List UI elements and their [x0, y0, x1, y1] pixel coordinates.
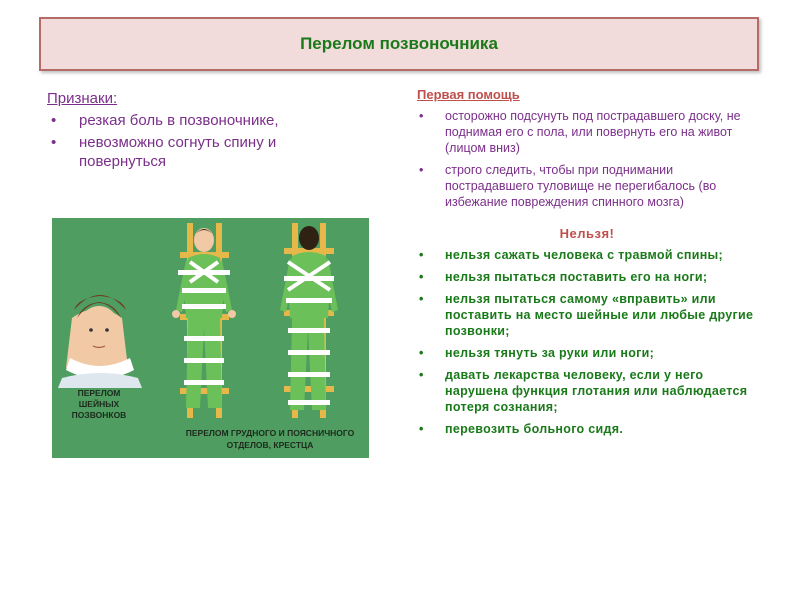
- signs-heading: Признаки:: [47, 90, 118, 107]
- signs-section: [47, 90, 347, 174]
- spine-fracture-illustration: [52, 218, 369, 458]
- first-aid-item: • осторожно подсунуть под пострадавшего доску, не поднимая его с пола, или повернуть его на живот (лицом вниз): [417, 108, 757, 156]
- forbidden-item: • давать лекарства человеку, если у него нарушена функция глотания или наблюдается потеря сознания;: [417, 367, 757, 415]
- forbidden-heading: Нельзя!: [559, 226, 615, 241]
- neck-label-line: ПОЗВОНКОВ: [71, 410, 127, 420]
- first-aid-item: • строго следить, чтобы при поднимании пострадавшего туловище не перегибалось (во избежание повреждения спинного мозга): [417, 162, 757, 210]
- forbidden-item: • перевозить больного сидя.: [417, 421, 757, 437]
- back-label-line: ПЕРЕЛОМ ГРУДНОГО И ПОЯСНИЧНОГО: [185, 428, 355, 438]
- forbidden-item: • нельзя пытаться поставить его на ноги;: [417, 269, 757, 285]
- signs-item: • невозможно согнуть спину и повернуться: [47, 133, 347, 171]
- first-aid-section: [417, 87, 757, 443]
- signs-item: • резкая боль в позвоночнике,: [47, 111, 347, 130]
- first-aid-heading: Первая помощь: [417, 87, 520, 102]
- forbidden-list: [417, 247, 757, 437]
- title-banner: [39, 17, 759, 71]
- forbidden-item: • нельзя сажать человека с травмой спины;: [417, 247, 757, 263]
- page-title: Перелом позвоночника: [300, 34, 498, 53]
- back-label-line: ОТДЕЛОВ, КРЕСТЦА: [226, 440, 314, 450]
- first-aid-list: [417, 108, 757, 210]
- signs-list: [47, 111, 347, 171]
- neck-label-line: ШЕЙНЫХ: [78, 399, 120, 409]
- neck-label-line: ПЕРЕЛОМ: [77, 388, 121, 398]
- forbidden-item: • нельзя пытаться самому «вправить» или поставить на место шейные или любые другие позвонки;: [417, 291, 757, 339]
- forbidden-item: • нельзя тянуть за руки или ноги;: [417, 345, 757, 361]
